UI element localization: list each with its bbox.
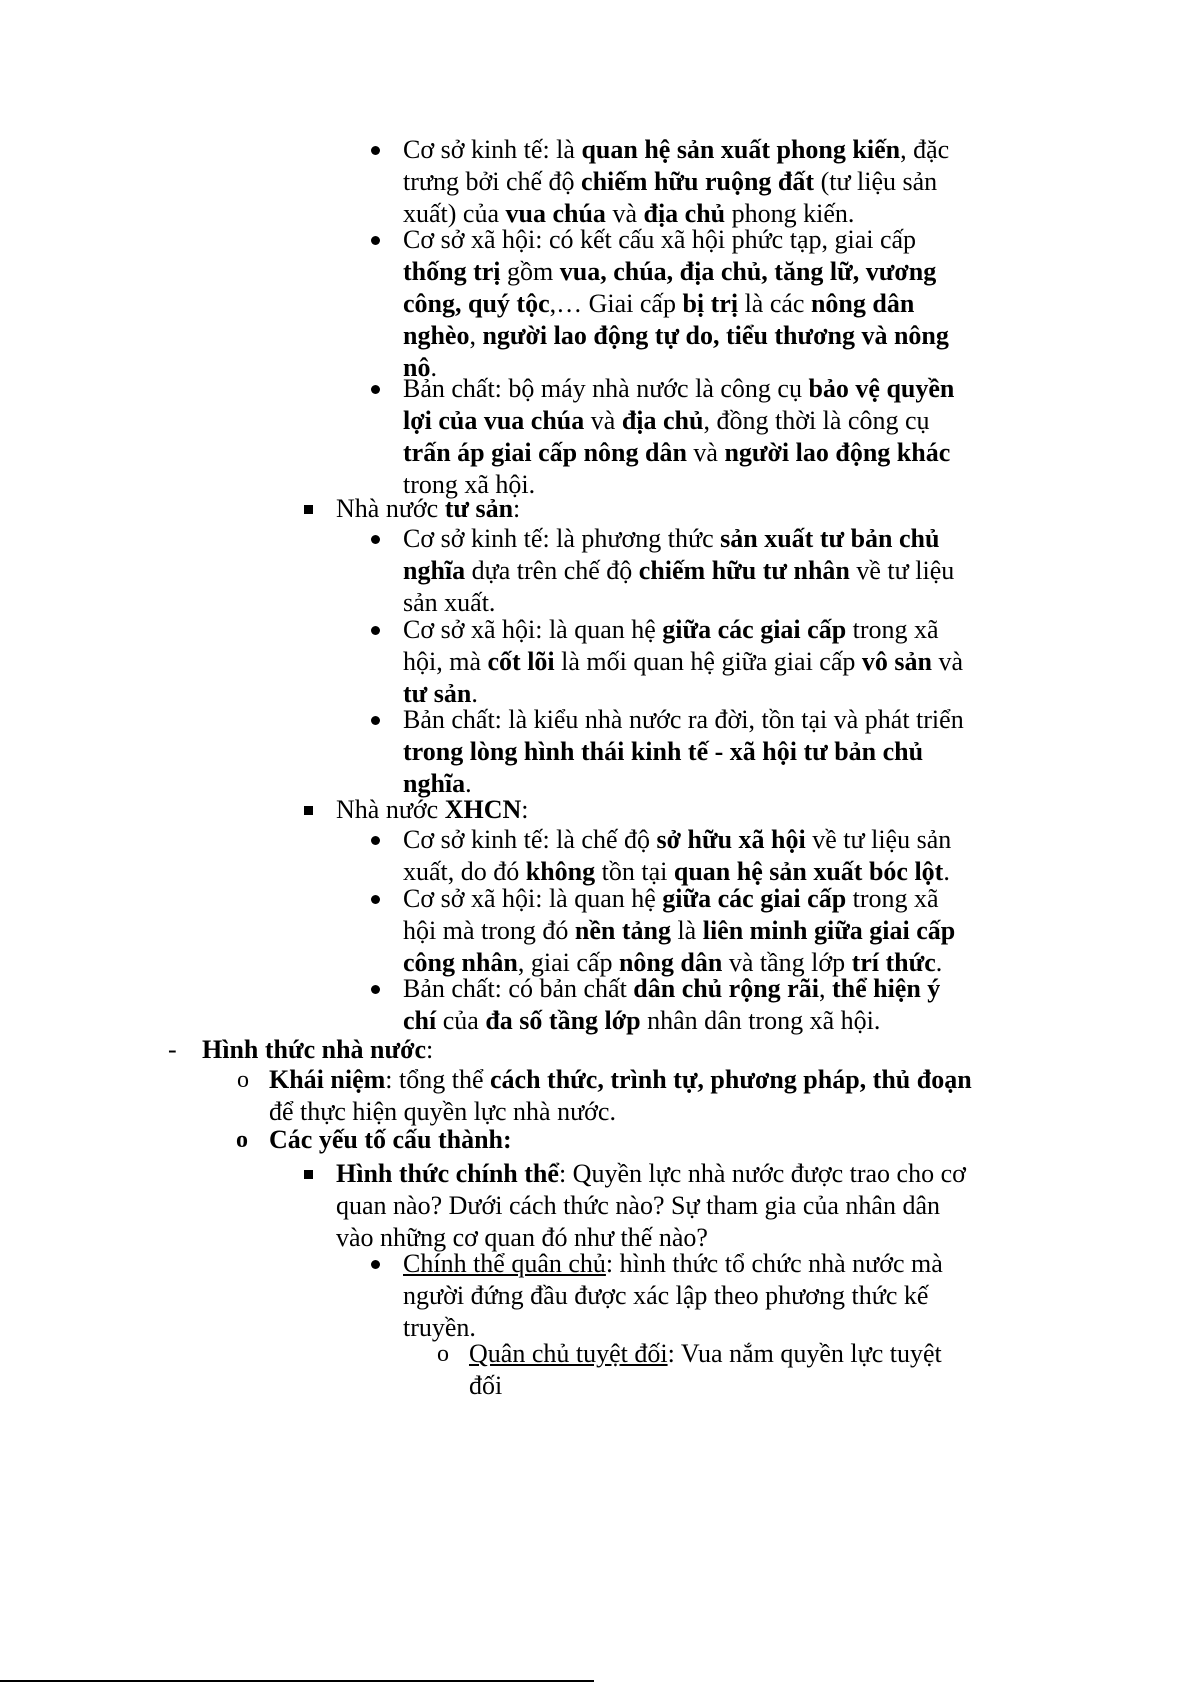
footnote-rule	[0, 1680, 594, 1682]
text-run: Nhà nước	[336, 494, 445, 523]
bold-run: vua, chúa, địa chủ, tăng lữ, vương công, quý tộc	[403, 257, 937, 318]
text-run: phong kiến.	[725, 199, 855, 228]
bold-run: tư sản	[444, 494, 514, 523]
bold-run: chiếm hữu tư nhân	[638, 556, 850, 585]
bullet-dot	[371, 895, 380, 904]
list-item-bourgeois-economic-basis	[403, 523, 968, 619]
bold-run: liên minh giữa giai cấp công nhân	[403, 916, 956, 977]
bullet-dot	[371, 385, 380, 394]
text-run: : tổng thể	[385, 1065, 491, 1094]
bold-run: sở hữu xã hội	[656, 825, 806, 854]
list-item-concept	[269, 1064, 989, 1128]
bold-run: chiếm hữu ruộng đất	[581, 167, 815, 196]
text-run: và	[605, 199, 644, 228]
bullet-dot	[371, 626, 380, 635]
text-run: Bản chất: bộ máy nhà nước là công cụ	[403, 374, 809, 403]
list-item-absolute-monarchy	[469, 1338, 969, 1402]
bold-run: cốt lõi	[487, 647, 555, 676]
text-run: Cơ sở kinh tế: là chế độ	[403, 825, 657, 854]
bold-run: địa chủ	[621, 406, 704, 435]
text-run: dựa trên chế độ	[465, 556, 639, 585]
text-run: Cơ sở xã hội: có kết cấu xã hội phức tạp, giai cấp	[403, 225, 917, 254]
text-run: .	[465, 769, 472, 798]
bold-run: đa số tầng lớp	[485, 1006, 641, 1035]
text-run: trong xã hội.	[403, 470, 536, 499]
text-run: Cơ sở xã hội: là quan hệ	[403, 884, 663, 913]
text-run: là mối quan hệ giữa giai cấp	[554, 647, 862, 676]
text-run: Nhà nước	[336, 795, 445, 824]
text-run: là	[670, 916, 703, 945]
text-run: gồm	[500, 257, 560, 286]
text-run: trong xã hội, mà	[403, 615, 939, 676]
underlined-run: Chính thể quân chủ	[403, 1249, 606, 1278]
text-run: là các	[738, 289, 811, 318]
bold-run: vô sản	[861, 647, 932, 676]
list-item-socialist-economic-basis	[403, 824, 968, 888]
bold-run: Hình thức chính thể	[336, 1159, 559, 1188]
bullet-square	[304, 505, 313, 514]
text-run: về tư liệu sản xuất.	[403, 556, 955, 617]
text-run: ,… Giai cấp	[549, 289, 683, 318]
list-item-socialist-state	[336, 794, 956, 826]
text-run: :	[521, 795, 529, 824]
bullet-square	[304, 806, 313, 815]
bullet-dot	[371, 535, 380, 544]
text-run: .	[430, 353, 437, 382]
list-item-bourgeois-social-basis	[403, 614, 971, 710]
text-run: : hình thức tổ chức nhà nước mà người đứng đầu được xác lập theo phương thức kế truyền.	[403, 1249, 943, 1342]
text-run: để thực hiện quyền lực nhà nước.	[269, 1097, 616, 1126]
list-item-feudal-economic-basis	[403, 134, 963, 230]
text-run: tồn tại	[595, 857, 674, 886]
text-run: và	[686, 438, 725, 467]
list-item-feudal-social-basis	[403, 224, 965, 384]
bullet-dot	[371, 716, 380, 725]
text-run: Cơ sở kinh tế: là phương thức	[403, 524, 721, 553]
text-run: và	[584, 406, 622, 435]
text-run: : Quyền lực nhà nước được trao cho cơ quan nào? Dưới cách thức nào? Sự tham gia của nhân dân vào những cơ quan đó như thế nào?	[336, 1159, 966, 1252]
list-item-monarchy	[403, 1248, 963, 1344]
bold-run: trấn áp giai cấp nông dân	[403, 438, 687, 467]
bullet-circle: o	[237, 1067, 249, 1093]
text-run: về tư liệu sản xuất, do đó	[403, 825, 952, 886]
text-run: ,	[469, 321, 483, 350]
bold-run: địa chủ	[643, 199, 726, 228]
bold-run: sản xuất tư bản chủ nghĩa	[403, 524, 940, 585]
bold-run: tư sản	[403, 679, 472, 708]
bullet-square	[304, 1170, 313, 1179]
text-run: .	[471, 679, 478, 708]
bullet-dot	[371, 836, 380, 845]
text-run: nhân dân trong xã hội.	[640, 1006, 881, 1035]
underlined-run: Quân chủ tuyệt đối	[469, 1339, 668, 1368]
text-run: .	[943, 857, 950, 886]
text-run: Bản chất: có bản chất	[403, 974, 634, 1003]
list-item-form-of-government	[336, 1158, 976, 1254]
bold-run: Khái niệm	[269, 1065, 386, 1094]
bold-run: trong lòng hình thái kinh tế - xã hội tư bản chủ nghĩa	[403, 737, 924, 798]
text-run: , đồng thời là công cụ	[703, 406, 930, 435]
list-item-feudal-nature	[403, 373, 968, 501]
bold-run: trí thức	[851, 948, 936, 977]
bullet-dot	[371, 236, 380, 245]
bullet-circle: o	[236, 1127, 248, 1153]
bold-run: giữa các giai cấp	[662, 615, 847, 644]
bold-run: nông dân	[618, 948, 723, 977]
bold-run: giữa các giai cấp	[662, 884, 847, 913]
list-item-socialist-social-basis	[403, 883, 973, 979]
text-run: và tầng lớp	[722, 948, 852, 977]
bullet-dot	[371, 985, 380, 994]
bold-run: người lao động khác	[724, 438, 951, 467]
bold-run: quan hệ sản xuất phong kiến	[581, 135, 901, 164]
bold-run: bảo vệ quyền lợi của vua chúa	[403, 374, 955, 435]
text-run: Bản chất: là kiểu nhà nước ra đời, tồn tại và phát triển	[403, 705, 964, 734]
bold-run: người lao động tự do, tiểu thương và nông nô	[403, 321, 949, 382]
list-item-components	[269, 1124, 969, 1156]
bullet-dot	[371, 146, 380, 155]
text-run: của	[436, 1006, 486, 1035]
bold-run: cách thức, trình tự, phương pháp, thủ đoạn	[490, 1065, 972, 1094]
list-item-socialist-nature	[403, 973, 963, 1037]
text-run: (tư liệu sản xuất) của	[403, 167, 938, 228]
text-run: : Vua nắm quyền lực tuyệt đối	[469, 1339, 942, 1400]
text-run: trong xã hội mà trong đó	[403, 884, 939, 945]
list-item-bourgeois-state	[336, 493, 956, 525]
text-run: :	[426, 1035, 434, 1064]
bold-run: thể hiện ý chí	[403, 974, 941, 1035]
bullet-dash: -	[168, 1035, 177, 1064]
text-run: ,	[818, 974, 832, 1003]
bold-run: Các yếu tố cấu thành:	[269, 1125, 512, 1154]
bold-run: XHCN	[444, 795, 522, 824]
bold-run: dân chủ rộng rãi	[633, 974, 819, 1003]
bold-run: vua chúa	[505, 199, 606, 228]
text-run: , giai cấp	[517, 948, 619, 977]
bold-run: quan hệ sản xuất bóc lột	[673, 857, 944, 886]
text-run: .	[935, 948, 943, 977]
bold-run: Hình thức nhà nước	[202, 1035, 427, 1064]
bullet-dot	[371, 1260, 380, 1269]
text-run: Cơ sở xã hội: là quan hệ	[403, 615, 663, 644]
bold-run: không	[525, 857, 596, 886]
text-run: và	[931, 647, 963, 676]
bold-run: thống trị	[403, 257, 501, 286]
text-run: :	[513, 494, 521, 523]
bold-run: nền tảng	[574, 916, 671, 945]
text-run: , đặc trưng bởi chế độ	[403, 135, 950, 196]
section-heading-state-form	[202, 1034, 902, 1066]
bold-run: nông dân nghèo	[403, 289, 915, 350]
bold-run: bị trị	[682, 289, 739, 318]
list-item-bourgeois-nature	[403, 704, 973, 800]
text-run: Cơ sở kinh tế: là	[403, 135, 582, 164]
bullet-circle: o	[437, 1341, 449, 1367]
